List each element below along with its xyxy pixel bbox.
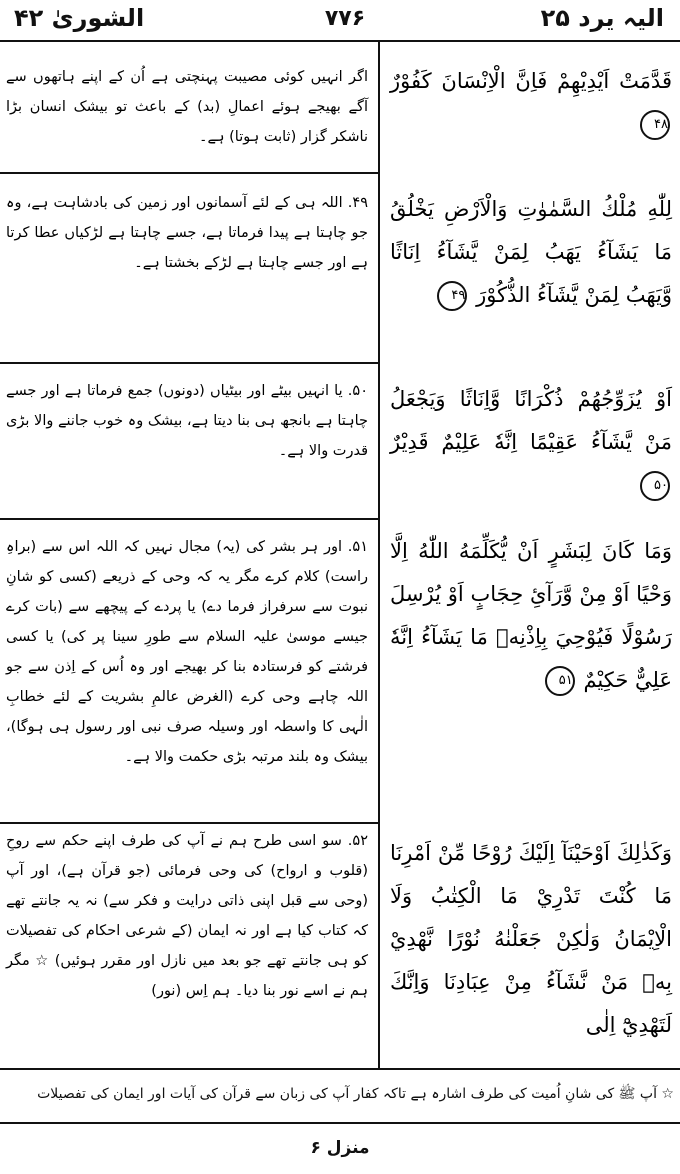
section-divider <box>0 518 378 520</box>
arabic-text: وَكَذٰلِكَ اَوْحَيْنَآ اِلَيْكَ رُوْحًا مِّنْ اَمْرِنَا مَا كُنْتَ تَدْرِيْ مَا الْكِتٰبُ وَلَا الْاِيْمَانُ وَلٰكِنْ جَعَلْنٰهُ نُوْرًا نَّهْدِيْ بِهٖ مَنْ نَّشَآءُ مِنْ عِبَادِنَا وَاِنَّكَ لَتَهْدِيْٓ اِلٰى <box>390 841 672 1037</box>
column-divider <box>378 42 380 1068</box>
surah-title: الشوریٰ ۴۲ <box>14 4 145 32</box>
urdu-translation-50: ۵۰. یا انہیں بیٹے اور بیٹیاں (دونوں) جمع فرماتا ہے اور جسے چاہتا ہے بانجھ ہی بنا دیتا ہے، بیشک وہ خوب جاننے والا بڑی قدرت والا ہے۔ <box>6 383 368 459</box>
arabic-verse-51 <box>390 530 672 702</box>
arabic-text: قَدَّمَتْ اَيْدِيْهِمْ فَاِنَّ الْاِنْسَانَ كَفُوْرٌ <box>390 69 672 93</box>
arabic-verse-48 <box>390 60 672 146</box>
juz-title: الیہ یرد ۲۵ <box>540 4 664 32</box>
urdu-translation-48: اگر انہیں کوئی مصیبت پہنچتی ہے اُن کے اپنے ہاتھوں سے آگے بھیجے ہوئے اعمالِ (بد) کے باعث تو بیشک انسان بڑا ناشکر گزار (ثابت ہوتا) ہے۔ <box>6 69 368 145</box>
section-divider <box>0 822 378 824</box>
urdu-translation-52: ۵۲. سو اسی طرح ہم نے آپ کی طرف اپنے حکم سے روحِ (قلوب و ارواح) کی وحی فرمائی (جو قرآن ہے)، اور آپ (وحی سے قبل اپنی ذاتی درایت و فکر سے) نہ یہ جانتے تھے کہ کتاب کیا ہے اور نہ ایمان (کے شرعی احکام کی تفصیلات کو ہی جانتے تھے جو بعد میں نازل اور مقرر ہوئیں) ☆ مگر ہم نے اسے نور بنا دیا۔ ہم اِس (نور) <box>6 833 368 999</box>
section-divider <box>0 362 378 364</box>
urdu-translation-49: ۴۹. اللہ ہی کے لئے آسمانوں اور زمین کی بادشاہت ہے، وہ جو چاہتا ہے پیدا فرماتا ہے، جسے چاہتا ہے لڑکیاں عطا کرتا ہے اور جسے چاہتا ہے لڑکے بخشتا ہے۔ <box>6 195 368 271</box>
page-header <box>0 0 680 40</box>
arabic-text: اَوْ يُزَوِّجُهُمْ ذُكْرَانًا وَّاِنَاثًا وَيَجْعَلُ مَنْ يَّشَآءُ عَقِيْمًا اِنَّهٗ عَلِيْمٌ قَدِيْرٌ <box>390 387 672 454</box>
page-number: ۷۷۶ <box>324 6 366 31</box>
footnote-divider <box>0 1068 680 1070</box>
ayah-marker: ۴۹ <box>437 281 467 311</box>
arabic-text: لِلّٰهِ مُلْكُ السَّمٰوٰتِ وَالْاَرْضِ يَخْلُقُ مَا يَشَآءُ يَهَبُ لِمَنْ يَّشَآءُ اِنَاثًا وَّيَهَبُ لِمَنْ يَّشَآءُ الذُّكُوْرَ <box>390 197 672 307</box>
ayah-marker: ۴۸ <box>640 110 670 140</box>
manzil-label: منزل ۶ <box>310 1138 370 1158</box>
arabic-verse-52 <box>390 832 672 1047</box>
ayah-marker: ۵۰ <box>640 471 670 501</box>
urdu-translation-51: ۵۱. اور ہر بشر کی (یہ) مجال نہیں کہ اللہ اس سے (براہِ راست) کلام کرے مگر یہ کہ وحی کے ذریعے (کسی کو شانِ نبوت سے سرفراز فرما دے) یا پردے کے پیچھے سے (بات کرے جیسے موسیٰ علیہ السلام سے طورِ سینا پر کی) یا کسی فرشتے کو فرستادہ بنا کر بھیجے اور وہ اُس کے اِذن سے جو اللہ چاہے وحی کرے (الغرض عالمِ بشریت کے لئے خطابِ الٰہی کا واسطہ اور وسیلہ صرف نبی اور رسول ہی ہوگا)، بیشک وہ بلند مرتبہ بڑی حکمت والا ہے۔ <box>6 539 368 765</box>
footer-divider <box>0 1122 680 1124</box>
header-divider <box>0 40 680 42</box>
arabic-verse-49 <box>390 188 672 317</box>
footnote: ☆ آپ ﷺ کی شانِ اُمیت کی طرف اشارہ ہے تاکہ کفار آپ کی زبان سے قرآن کی آیات اور ایمان کی تفصیلات <box>37 1086 674 1102</box>
arabic-text: وَمَا كَانَ لِبَشَرٍ اَنْ يُّكَلِّمَهُ اللّٰهُ اِلَّا وَحْيًا اَوْ مِنْ وَّرَآئِ حِجَابٍ اَوْ يُرْسِلَ رَسُوْلًا فَيُوْحِيَ بِاِذْنِهٖ مَا يَشَآءُ اِنَّهٗ عَلِيٌّ حَكِيْمٌ <box>390 539 672 692</box>
section-divider <box>0 172 378 174</box>
arabic-verse-50 <box>390 378 672 507</box>
ayah-marker: ۵۱ <box>545 666 575 696</box>
